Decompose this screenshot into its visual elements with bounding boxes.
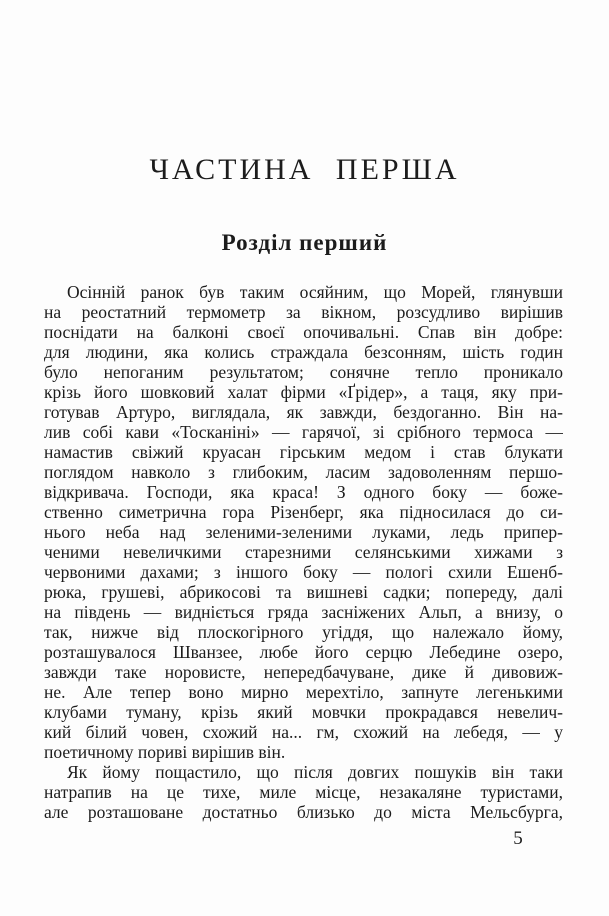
text-line: рюка, грушеві, абрикосові та вишневі садки; попереду, далі (44, 582, 563, 602)
text-line: нього неба над зеленими-зеленими луками, ледь припер- (44, 522, 563, 542)
text-line: крізь його шовковий халат фірми «Ґрідер», а таця, яку при- (44, 382, 563, 402)
text-line: ченими невеличкими старезними селянськими хижами з (44, 542, 563, 562)
text-line: поетичному пориві вирішив він. (44, 742, 286, 762)
text-line: поглядом навколо з глибоким, ласим задоволенням першо- (44, 462, 563, 482)
paragraph (44, 762, 563, 822)
text-line: поснідати на балконі своєї опочивальні. Спав він добре: (44, 322, 563, 342)
text-line: ственно симетрична гора Різенберг, яка підносилася до си- (44, 502, 563, 522)
text-line: клубами туману, крізь який мовчки прокрадався невелич- (44, 702, 563, 722)
text-line: лив собі кави «Тосканіні» — гарячої, зі срібного термоса — (44, 422, 563, 442)
text-line: так, нижче від плоскогірного угіддя, що належало йому, (44, 622, 563, 642)
page-number: 5 (513, 828, 523, 849)
text-line: не. Але тепер воно мирно мерехтіло, запнуте легенькими (44, 682, 563, 702)
text-line: для людини, яка колись страждала безсонням, шість годин (44, 342, 563, 362)
text-line: було непоганим результатом; сонячне тепло проникало (44, 362, 563, 382)
paragraph (44, 282, 563, 762)
text-line: Осінній ранок був таким осяйним, що Морей, глянувши (67, 282, 563, 302)
text-line: завжди таке норовисте, непередбачуване, дике й дивовиж- (44, 662, 563, 682)
text-line: готував Артуро, виглядала, як завжди, бездоганно. Він на- (44, 402, 563, 422)
text-line: натрапив на це тихе, миле місце, незакаляне туристами, (44, 782, 563, 802)
text-line: кий білий човен, схожий на... гм, схожий на лебедя, — у (44, 722, 563, 742)
body-text (44, 282, 563, 822)
part-heading: ЧАСТИНА ПЕРША (149, 153, 460, 186)
text-line: намастив свіжий круасан гірським медом і став блукати (44, 442, 563, 462)
text-line: але розташоване достатньо близько до міста Мельсбурга, (44, 802, 563, 822)
text-line: червоними дахами; з іншого боку — пологі схили Ешенб- (44, 562, 563, 582)
text-line: на південь — видніється гряда засніжених Альп, а внизу, о (44, 602, 563, 622)
chapter-heading: Розділ перший (221, 230, 388, 255)
text-line: на реостатний термометр за вікном, розсудливо вирішив (44, 302, 563, 322)
text-line: Як йому пощастило, що після довгих пошуків він таки (67, 762, 563, 782)
text-line: відкривача. Господи, яка краса! З одного боку — боже- (44, 482, 563, 502)
text-line: розташувалося Шванзее, любе його серцю Лебедине озеро, (44, 642, 563, 662)
